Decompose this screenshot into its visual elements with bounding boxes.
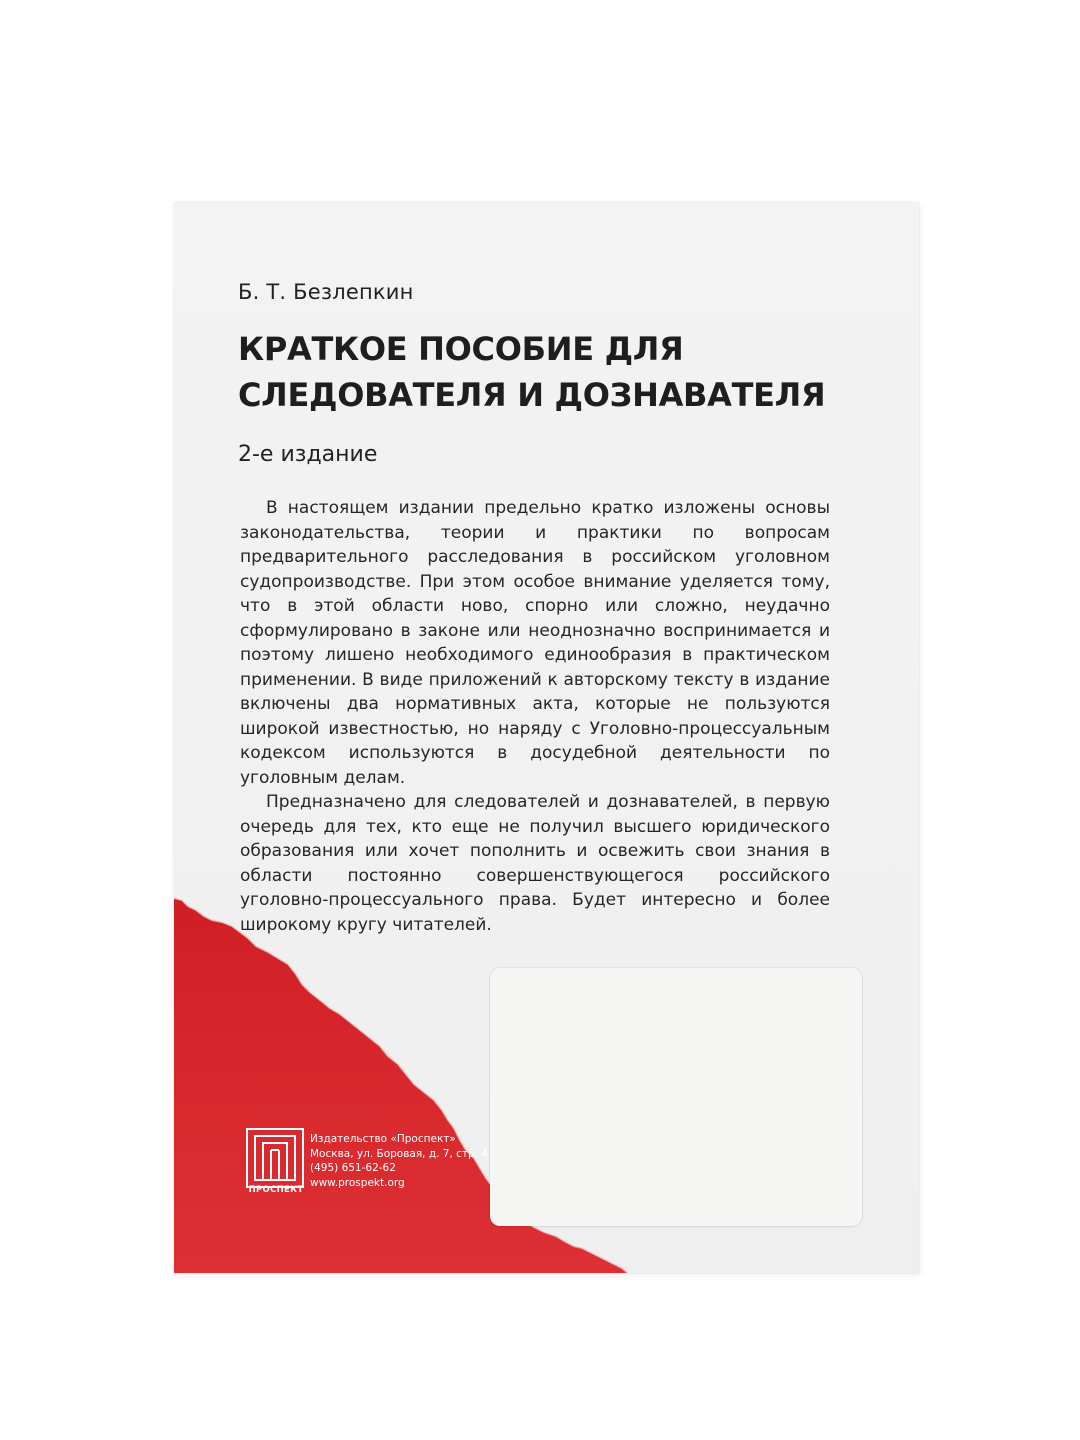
annotation-paragraph-2: Предназначено для следователей и дознавателей, в первую очередь для тех, кто еще не получил высшего юридического образования или хочет пополнить и освежить свои знания в области постоянно совершенствующегося российского уголовно-процессуального права. Будет интересно и более широкому кругу читателей. [240, 792, 830, 935]
publisher-website: www.prospekt.org [310, 1176, 405, 1189]
publisher-info [310, 1132, 488, 1190]
prospekt-logo-icon [246, 1128, 304, 1188]
edition-label: 2-е издание [238, 442, 378, 467]
publisher-phone: (495) 651-62-62 [310, 1162, 396, 1175]
blank-sticker-label [490, 968, 862, 1226]
book-title-line-2: СЛЕДОВАТЕЛЯ И ДОЗНАВАТЕЛЯ [238, 376, 826, 414]
book-title [238, 326, 878, 418]
publisher-address: Москва, ул. Боровая, д. 7, стр. 4 [310, 1147, 489, 1160]
annotation-text [240, 496, 830, 937]
annotation-paragraph-1: В настоящем издании предельно кратко изложены основы законодательства, теории и практики по вопросам предварительного расследования в российском уголовном судопроизводстве. При этом особое внимание уделяется тому, что в этой области ново, спорно или сложно, неудачно сформулировано в законе или неоднозначно воспринимается и поэтому лишено необходимого единообразия в практическом применении. В виде приложений к авторскому тексту в издание включены два нормативных акта, которые не пользуются широкой известностью, но наряду с Уголовно-процессуальным кодексом используются в досудебной деятельности по уголовным делам. [240, 498, 830, 788]
logo-label: ПРОСПЕКТ [248, 1185, 304, 1195]
author-name: Б. Т. Безлепкин [238, 280, 414, 304]
book-title-line-1: КРАТКОЕ ПОСОБИЕ ДЛЯ [238, 330, 684, 368]
publisher-name: Издательство «Проспект» [310, 1133, 456, 1145]
book-back-cover [174, 202, 919, 1273]
